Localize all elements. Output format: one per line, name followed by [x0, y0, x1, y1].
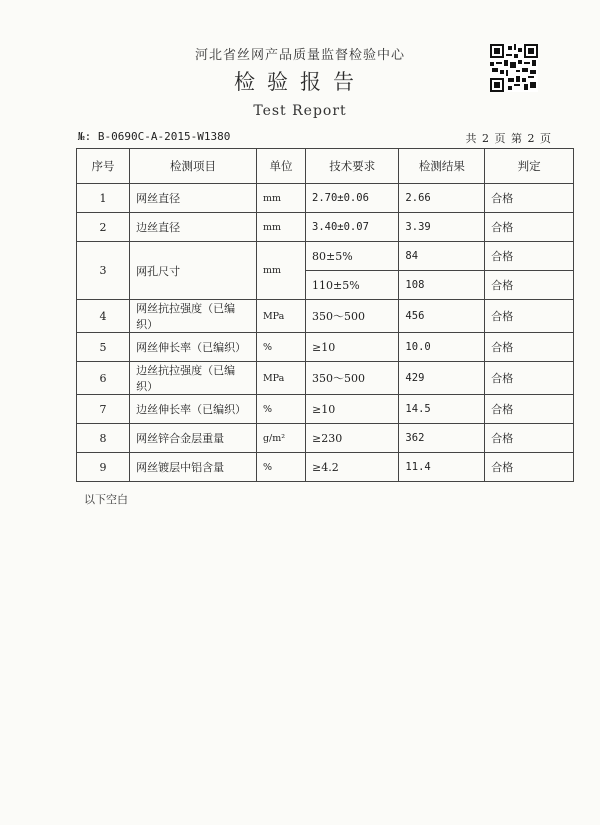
row-no: 4: [77, 300, 130, 333]
table-row: [77, 300, 574, 333]
row-unit: mm: [256, 213, 305, 242]
row-result: 10.0: [399, 333, 485, 362]
row-unit: MPa: [256, 362, 305, 395]
row-result: 456: [399, 300, 485, 333]
row-unit: g/m²: [256, 424, 305, 453]
row-unit: MPa: [256, 300, 305, 333]
row-item: 边丝抗拉强度（已编织）: [130, 362, 257, 395]
row-judgement: 合格: [485, 300, 574, 333]
table-row: [77, 395, 574, 424]
row-judgement: 合格: [485, 395, 574, 424]
row-item: 边丝伸长率（已编织）: [130, 395, 257, 424]
table-row: [77, 333, 574, 362]
row-requirement: 2.70±0.06: [306, 184, 399, 213]
row-judgement: 合格: [485, 424, 574, 453]
row-requirement: 350～500: [306, 300, 399, 333]
row-no: 8: [77, 424, 130, 453]
row-requirement: ≥10: [306, 395, 399, 424]
row-requirement: ≥230: [306, 424, 399, 453]
header-judgement: 判定: [485, 149, 574, 184]
row-no: 9: [77, 453, 130, 482]
row-item: 网丝伸长率（已编织）: [130, 333, 257, 362]
row-result: 84: [399, 242, 485, 271]
organization-name: 河北省丝网产品质量监督检验中心: [194, 48, 405, 63]
row-judgement: 合格: [485, 184, 574, 213]
header-unit: 单位: [256, 149, 305, 184]
report-number: №: B-0690C-A-2015-W1380: [78, 130, 231, 143]
row-no: 7: [77, 395, 130, 424]
row-no: 3: [77, 242, 130, 300]
row-result: 2.66: [399, 184, 485, 213]
table-row: [77, 184, 574, 213]
row-no: 6: [77, 362, 130, 395]
row-item: 边丝直径: [130, 213, 257, 242]
row-result: 429: [399, 362, 485, 395]
row-result: 362: [399, 424, 485, 453]
row-item: 网孔尺寸: [130, 242, 257, 300]
row-unit: mm: [256, 184, 305, 213]
row-judgement: 合格: [485, 453, 574, 482]
table-row: [77, 213, 574, 242]
row-requirement: 110±5%: [306, 271, 399, 300]
row-judgement: 合格: [485, 362, 574, 395]
qr-code-icon: [490, 44, 538, 92]
row-judgement: 合格: [485, 242, 574, 271]
report-title-cn: 检验报告: [234, 70, 366, 94]
row-result: 3.39: [399, 213, 485, 242]
row-unit: %: [256, 395, 305, 424]
row-judgement: 合格: [485, 333, 574, 362]
header-item: 检测项目: [130, 149, 257, 184]
row-item: 网丝直径: [130, 184, 257, 213]
row-requirement: ≥4.2: [306, 453, 399, 482]
header-requirement: 技术要求: [306, 149, 399, 184]
header-no: 序号: [77, 149, 130, 184]
row-result: 14.5: [399, 395, 485, 424]
row-no: 2: [77, 213, 130, 242]
table-row: [77, 453, 574, 482]
row-result: 11.4: [399, 453, 485, 482]
row-requirement: 3.40±0.07: [306, 213, 399, 242]
header-result: 检测结果: [399, 149, 485, 184]
results-table: [76, 148, 574, 482]
row-item: 网丝锌合金层重量: [130, 424, 257, 453]
table-header-row: [77, 149, 574, 184]
row-requirement: 350～500: [306, 362, 399, 395]
row-judgement: 合格: [485, 271, 574, 300]
table-row: [77, 242, 574, 271]
row-judgement: 合格: [485, 213, 574, 242]
row-unit: %: [256, 333, 305, 362]
end-note: 以下空白: [84, 493, 128, 506]
row-item: 网丝抗拉强度（已编织）: [130, 300, 257, 333]
row-item: 网丝镀层中铝含量: [130, 453, 257, 482]
row-no: 5: [77, 333, 130, 362]
row-unit: mm: [256, 242, 305, 300]
report-title-en: Test Report: [253, 103, 347, 119]
row-unit: %: [256, 453, 305, 482]
table-row: [77, 424, 574, 453]
row-result: 108: [399, 271, 485, 300]
table-row: [77, 362, 574, 395]
row-requirement: ≥10: [306, 333, 399, 362]
row-requirement: 80±5%: [306, 242, 399, 271]
row-no: 1: [77, 184, 130, 213]
page-info: 共 2 页 第 2 页: [465, 132, 552, 145]
